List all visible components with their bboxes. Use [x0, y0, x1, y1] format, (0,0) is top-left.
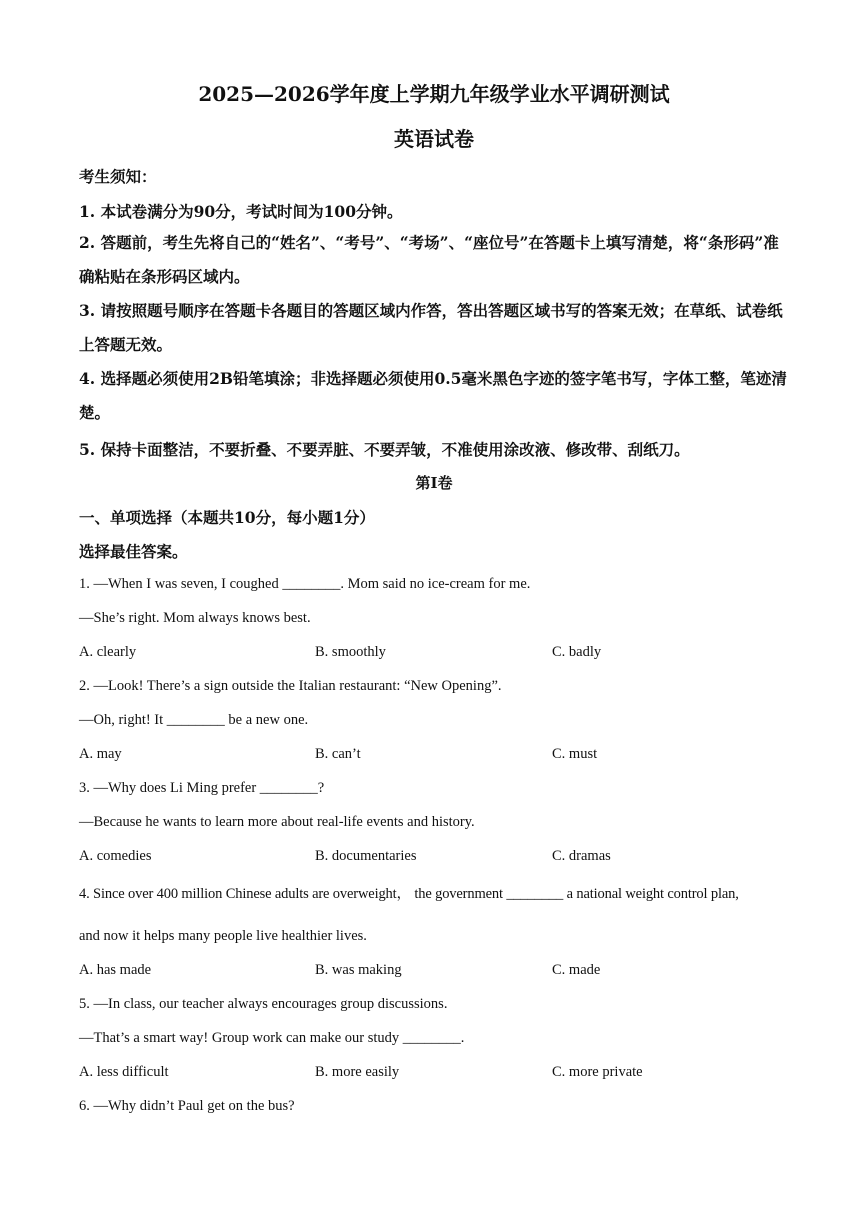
- notice-item-1: 1. 本试卷满分为90分，考试时间为100分钟。: [79, 202, 403, 221]
- question-1-reply: —She’s right. Mom always knows best.: [79, 610, 311, 626]
- section-instruction: 选择最佳答案。: [79, 542, 188, 561]
- question-2-option-b: B. can’t: [315, 746, 361, 762]
- question-4-option-b: B. was making: [315, 962, 402, 978]
- question-5-option-c: C. more private: [552, 1064, 643, 1080]
- notice-item-4: 4. 选择题必须使用2B铅笔填涂；非选择题必须使用0.5毫米黑色字迹的签字笔书写，字体工整，笔迹清楚。: [79, 369, 787, 422]
- question-2-option-a: A. may: [79, 746, 122, 762]
- question-2-option-c: C. must: [552, 746, 598, 762]
- question-5-stem: 5. —In class, our teacher always encourages group discussions.: [79, 996, 448, 1012]
- notice-item-3: 3. 请按照题号顺序在答题卡各题目的答题区域内作答，答出答题区域书写的答案无效；在草纸、试卷纸上答题无效。: [79, 301, 783, 354]
- question-1-option-b: B. smoothly: [315, 644, 386, 660]
- notice-heading: 考生须知：: [79, 167, 157, 186]
- question-2-stem: 2. —Look! There’s a sign outside the Italian restaurant: “New Opening”.: [79, 678, 502, 694]
- question-3-option-c: C. dramas: [552, 848, 611, 864]
- question-5-reply: —That’s a smart way! Group work can make our study ________.: [79, 1030, 465, 1046]
- notice-item-2: 2. 答题前，考生先将自己的“姓名”、“考号”、“考场”、“座位号”在答题卡上填写清楚，将“条形码”准确粘贴在条形码区域内。: [79, 233, 779, 286]
- question-3-reply: —Because he wants to learn more about real-life events and history.: [79, 814, 475, 830]
- question-1-option-c: C. badly: [552, 644, 602, 660]
- question-4-option-a: A. has made: [79, 962, 152, 978]
- question-5-option-a: A. less difficult: [79, 1064, 169, 1080]
- notice-item-5: 5. 保持卡面整洁，不要折叠、不要弄脏、不要弄皱，不准使用涂改液、修改带、刮纸刀。: [79, 440, 690, 459]
- part-label: 第Ⅰ卷: [415, 474, 453, 492]
- question-5-option-b: B. more easily: [315, 1064, 400, 1080]
- question-4-stem: 4. Since over 400 million Chinese adults are overweight， the government ________ a national weight control plan,: [79, 886, 739, 902]
- question-3-option-b: B. documentaries: [315, 848, 417, 864]
- question-6-stem: 6. —Why didn’t Paul get on the bus?: [79, 1098, 295, 1114]
- section-heading: 一、单项选择（本题共10分，每小题1分）: [79, 508, 375, 527]
- question-3-option-a: A. comedies: [79, 848, 152, 864]
- question-1-stem: 1. —When I was seven, I coughed ________. Mom said no ice-cream for me.: [79, 576, 531, 592]
- question-1-option-a: A. clearly: [79, 644, 137, 660]
- question-2-reply: —Oh, right! It ________ be a new one.: [79, 712, 309, 728]
- question-3-stem: 3. —Why does Li Ming prefer ________?: [79, 780, 325, 796]
- question-4-stem-continued: and now it helps many people live healthier lives.: [79, 928, 367, 944]
- question-4-option-c: C. made: [552, 962, 601, 978]
- exam-subtitle: 英语试卷: [394, 127, 474, 151]
- exam-title: 2025—2026学年度上学期九年级学业水平调研测试: [198, 82, 670, 106]
